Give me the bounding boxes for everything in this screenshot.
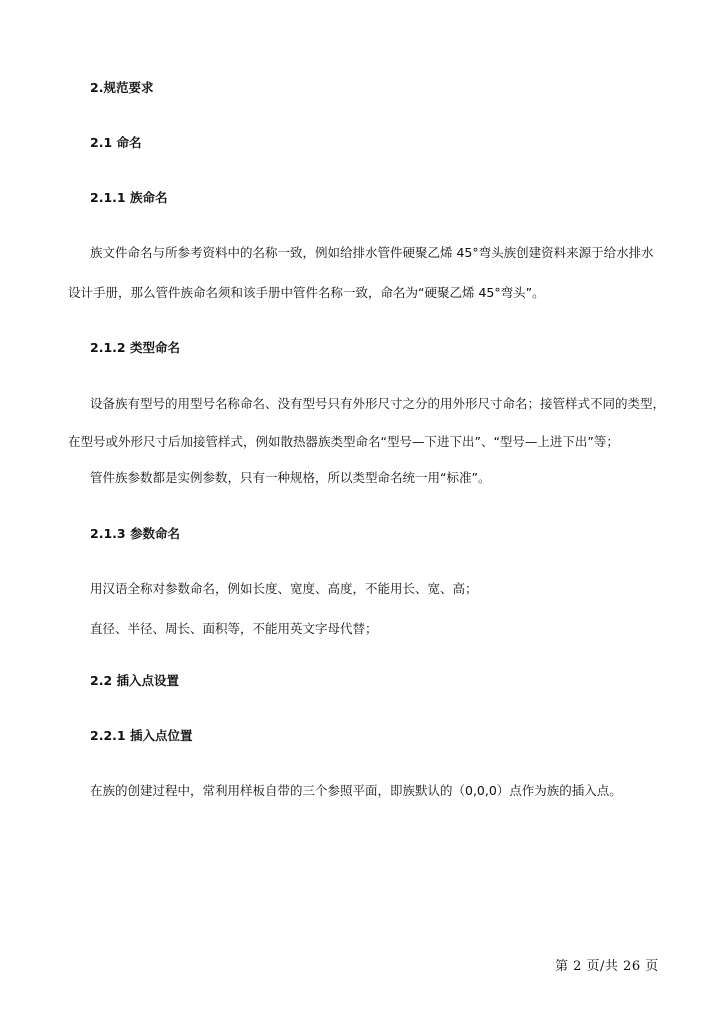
paragraph-type-naming-line-1: 设备族有型号的用型号名称命名、没有型号只有外形尺寸之分的用外形尺寸命名；接管样式不同的类型， <box>90 396 666 411</box>
paragraph-insertion-point: 在族的创建过程中，常利用样板自带的三个参照平面，即族默认的（0,0,0）点作为族的插入点。 <box>90 783 622 798</box>
paragraph-family-naming-line-2: 设计手册，那么管件族命名须和该手册中管件名称一致，命名为“硬聚乙烯 45°弯头”。 <box>68 285 545 300</box>
heading-2: 2.规范要求 <box>90 80 154 95</box>
heading-2-1-1: 2.1.1 族命名 <box>90 190 168 205</box>
page-number-footer: 第 2 页/共 26 页 <box>555 959 659 974</box>
paragraph-param-naming-1: 用汉语全称对参数命名，例如长度、宽度、高度，不能用长、宽、高； <box>90 581 478 596</box>
paragraph-family-naming-line-1: 族文件命名与所参考资料中的名称一致，例如给排水管件硬聚乙烯 45°弯头族创建资料来源于给水排水 <box>90 245 654 260</box>
heading-2-1-2: 2.1.2 类型命名 <box>90 340 180 355</box>
heading-2-2: 2.2 插入点设置 <box>90 673 179 688</box>
heading-2-1-3: 2.1.3 参数命名 <box>90 526 180 541</box>
paragraph-type-naming-line-2: 在型号或外形尺寸后加接管样式，例如散热器族类型命名“型号—下进下出”、“型号—上进下出”等； <box>68 434 619 449</box>
heading-2-1: 2.1 命名 <box>90 135 142 150</box>
paragraph-param-naming-2: 直径、半径、周长、面积等，不能用英文字母代替； <box>90 621 378 636</box>
paragraph-fitting-params: 管件族参数都是实例参数，只有一种规格，所以类型命名统一用“标准”。 <box>90 470 491 485</box>
heading-2-2-1: 2.2.1 插入点位置 <box>90 728 193 743</box>
